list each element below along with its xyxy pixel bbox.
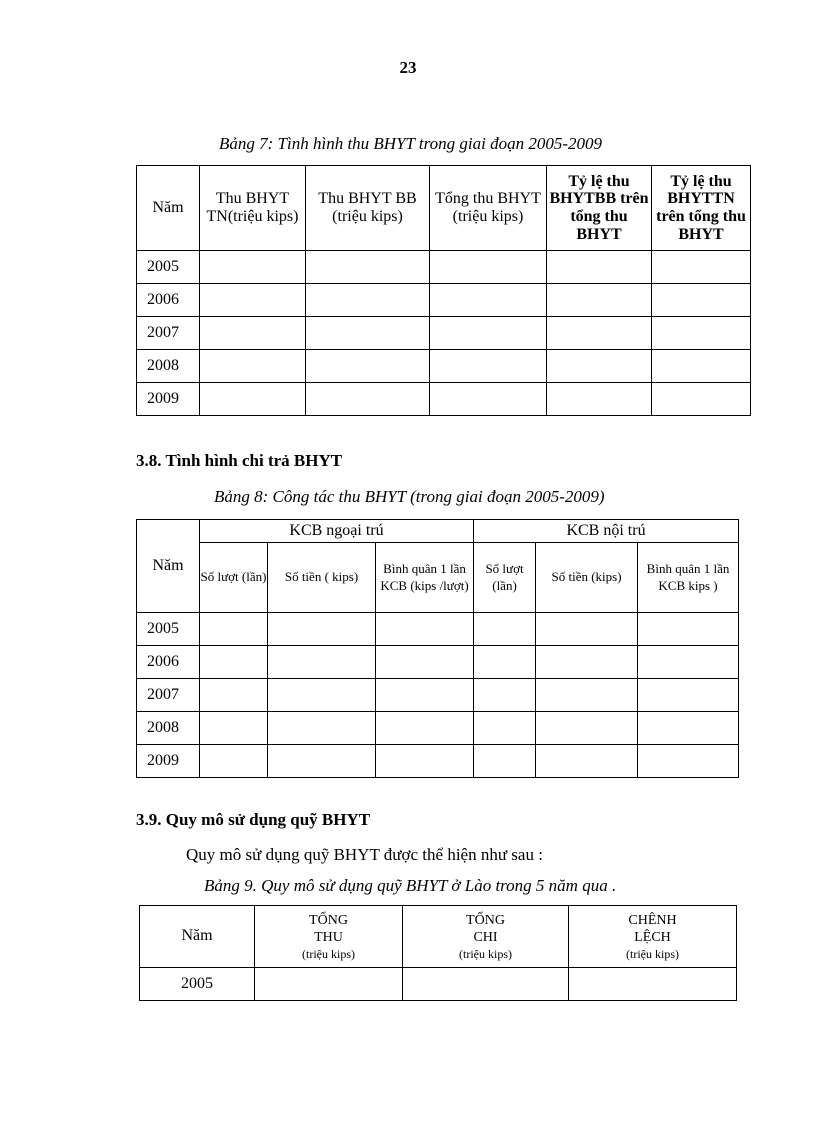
table-row (137, 284, 751, 317)
table9-header-total-expense (403, 906, 569, 968)
table8-sub-header: Bình quân 1 lần KCB kips ) (638, 543, 739, 613)
table-cell (306, 350, 430, 383)
table7-header-ratio-bb: Tỷ lệ thu BHYTBB trên tổng thu BHYT (547, 166, 652, 251)
table-cell (474, 712, 536, 745)
table8-header-row-1 (137, 520, 739, 543)
table7-caption: Bảng 7: Tình hình thu BHYT trong giai đoạn 2005-2009 (219, 134, 602, 153)
table-cell (200, 745, 268, 778)
table-cell (200, 613, 268, 646)
table9-col1-line2: THU (314, 930, 343, 945)
table9-header-difference (569, 906, 737, 968)
table-cell (547, 350, 652, 383)
table8-year-cell: 2008 (137, 712, 200, 745)
table-cell (547, 251, 652, 284)
table-cell (306, 317, 430, 350)
table7-header-bb: Thu BHYT BB (triệu kips) (306, 166, 430, 251)
table-cell (652, 251, 751, 284)
table-row (137, 646, 739, 679)
table-row (137, 613, 739, 646)
table8-sub-header: Số lượt (lần) (200, 543, 268, 613)
table-cell (652, 383, 751, 416)
table-cell (268, 613, 376, 646)
table-cell (200, 251, 306, 284)
table9-col2-unit: (triệu kips) (459, 946, 512, 961)
table-cell (268, 679, 376, 712)
table9-year-cell: 2005 (140, 968, 255, 1001)
table9-col3-line2: LỆCH (634, 930, 671, 945)
table8-caption: Bảng 8: Công tác thu BHYT (trong giai đoạn 2005-2009) (214, 487, 605, 506)
table-cell (652, 317, 751, 350)
table-cell (547, 383, 652, 416)
table-cell (376, 646, 474, 679)
table9-col1-unit: (triệu kips) (302, 946, 355, 961)
table-cell (536, 613, 638, 646)
table7 (136, 165, 751, 416)
table-row (137, 317, 751, 350)
table-row (140, 968, 737, 1001)
table8-year-cell: 2006 (137, 646, 200, 679)
table8-sub-header: Bình quân 1 lần KCB (kips /lượt) (376, 543, 474, 613)
table-cell (536, 745, 638, 778)
table-cell (652, 284, 751, 317)
table9-header-row (140, 906, 737, 968)
table-cell (638, 745, 739, 778)
table-cell (403, 968, 569, 1001)
table-cell (430, 284, 547, 317)
table-cell (268, 712, 376, 745)
table-row (137, 745, 739, 778)
table-cell (255, 968, 403, 1001)
table-cell (268, 745, 376, 778)
table7-header-row (137, 166, 751, 251)
table8-sub-header: Số tiền ( kips) (268, 543, 376, 613)
table7-year-cell: 2009 (137, 383, 200, 416)
table-cell (536, 679, 638, 712)
table-row (137, 679, 739, 712)
table9-caption: Bảng 9. Quy mô sử dụng quỹ BHYT ở Lào trong 5 năm qua . (204, 876, 617, 895)
table-cell (268, 646, 376, 679)
table-cell (200, 284, 306, 317)
table7-header-tn: Thu BHYT TN(triệu kips) (200, 166, 306, 251)
table8 (136, 519, 739, 778)
table9-header-year: Năm (140, 906, 255, 968)
table-cell (200, 712, 268, 745)
table-cell (376, 679, 474, 712)
table-cell (200, 646, 268, 679)
table-row (137, 251, 751, 284)
table7-year-cell: 2005 (137, 251, 200, 284)
table9-col2-line1: TỔNG (466, 912, 505, 928)
table9-col2-line2: CHI (473, 930, 498, 945)
table-cell (306, 284, 430, 317)
table7-header-total: Tổng thu BHYT (triệu kips) (430, 166, 547, 251)
table8-header-row-2 (137, 543, 739, 613)
section-3-9-paragraph: Quy mô sử dụng quỹ BHYT được thể hiện như sau : (186, 845, 543, 864)
table-cell (638, 613, 739, 646)
table7-header-ratio-tn: Tỷ lệ thu BHYTTN trên tổng thu BHYT (652, 166, 751, 251)
table-cell (430, 383, 547, 416)
table-cell (474, 745, 536, 778)
page-number: 23 (399, 58, 417, 77)
table-cell (430, 350, 547, 383)
table-cell (569, 968, 737, 1001)
table-cell (638, 646, 739, 679)
table-cell (474, 679, 536, 712)
table9-col1-line1: TỔNG (309, 912, 348, 928)
table-cell (306, 383, 430, 416)
table9-col3-unit: (triệu kips) (626, 946, 679, 961)
section-3-9-heading: 3.9. Quy mô sử dụng quỹ BHYT (136, 810, 371, 829)
table-cell (536, 646, 638, 679)
table-cell (474, 613, 536, 646)
table8-header-outpatient: KCB ngoại trú (200, 520, 474, 543)
table-cell (200, 317, 306, 350)
table9-col3-line1: CHÊNH (628, 912, 677, 928)
table7-header-year: Năm (137, 166, 200, 251)
table9-header-total-income (255, 906, 403, 968)
table-cell (430, 317, 547, 350)
table8-sub-header: Số tiền (kips) (536, 543, 638, 613)
table8-header-inpatient: KCB nội trú (474, 520, 739, 543)
table-cell (638, 712, 739, 745)
table8-year-cell: 2007 (137, 679, 200, 712)
table9 (139, 905, 737, 1001)
section-3-8-heading: 3.8. Tình hình chi trả BHYT (136, 451, 343, 470)
table-row (137, 712, 739, 745)
table-cell (376, 613, 474, 646)
table-cell (652, 350, 751, 383)
table8-header-year: Năm (137, 520, 200, 613)
table-cell (200, 679, 268, 712)
table-cell (547, 317, 652, 350)
table-cell (376, 712, 474, 745)
table8-year-cell: 2009 (137, 745, 200, 778)
table-row (137, 350, 751, 383)
table7-year-cell: 2008 (137, 350, 200, 383)
table-cell (430, 251, 547, 284)
table-cell (547, 284, 652, 317)
table-cell (376, 745, 474, 778)
table-row (137, 383, 751, 416)
table-cell (536, 712, 638, 745)
table-cell (638, 679, 739, 712)
table8-sub-header: Số lượt (lần) (474, 543, 536, 613)
table-cell (200, 350, 306, 383)
table8-year-cell: 2005 (137, 613, 200, 646)
table-cell (306, 251, 430, 284)
table-cell (474, 646, 536, 679)
table7-year-cell: 2006 (137, 284, 200, 317)
table-cell (200, 383, 306, 416)
table7-year-cell: 2007 (137, 317, 200, 350)
